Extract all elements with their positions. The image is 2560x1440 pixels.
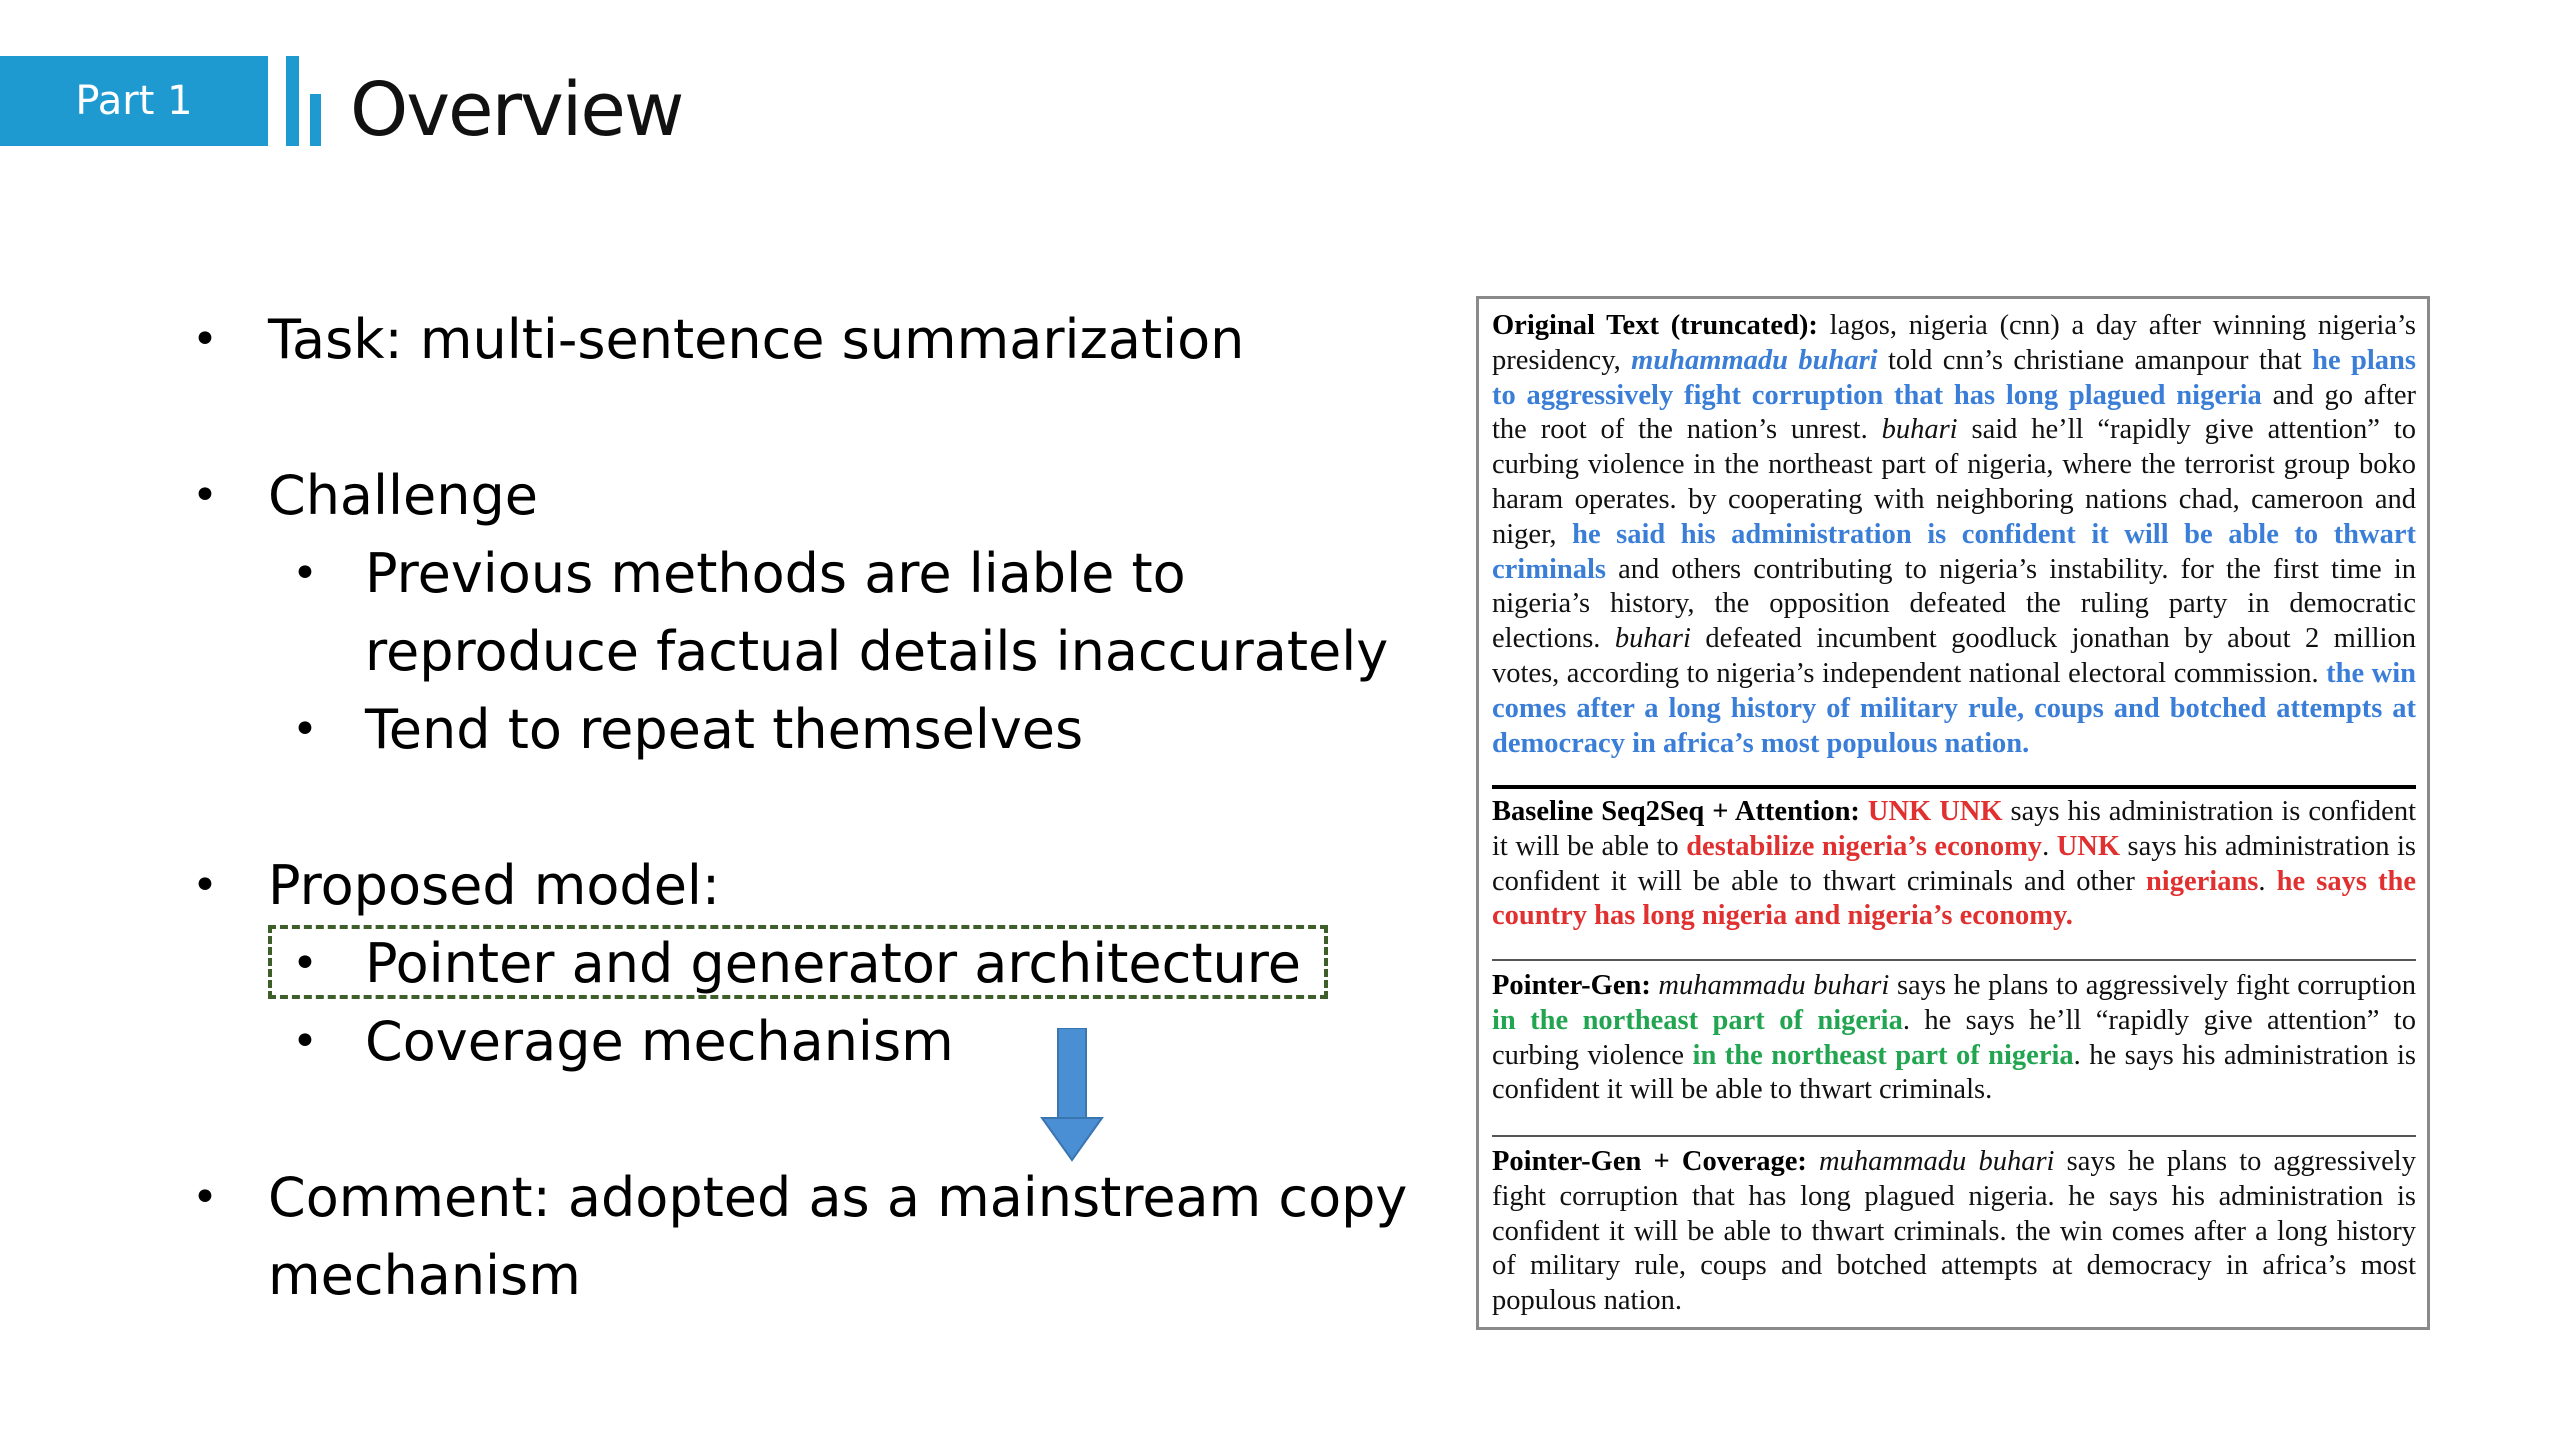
section-divider — [1492, 1135, 2416, 1137]
section-divider-thick — [1492, 785, 2416, 789]
original-text: and go after the root of the nation’s unrest. — [1492, 379, 2417, 446]
coverage-heading: Pointer-Gen + Coverage: — [1492, 1146, 1807, 1177]
baseline-text: says his administration is confident it will be able to — [1492, 796, 2416, 862]
pointergen-text: . he says his administration is confident it will be able to thwart criminals. — [1492, 1039, 2416, 1106]
part-badge-label: Part 1 — [75, 78, 193, 124]
baseline-error: UNK UNK — [1859, 796, 2003, 827]
original-text: lagos, nigeria (cnn) a day after winning nigeria’s presidency, — [1492, 310, 2416, 376]
original-text: told cnn’s christiane amanpour that — [1877, 344, 2313, 376]
original-text: and others contributing to nigeria’s instability. for the first time in nigeria’s history, the opposition defeated the ruling party in democratic elections. — [1492, 553, 2416, 655]
original-italic: buhari — [1881, 414, 1958, 446]
bullet-dot: • — [192, 470, 218, 521]
bullet-challenge: Challenge — [268, 464, 538, 527]
original-highlight: he plans to aggressively fight corruption that has long plagued nigeria — [1492, 344, 2416, 411]
part-badge — [0, 56, 268, 146]
section-divider — [1492, 959, 2416, 961]
bullet-dot: • — [192, 1172, 218, 1223]
bullet-comment-line1: Comment: adopted as a mainstream copy — [268, 1166, 1408, 1229]
pointergen-italic: muhammadu buhari — [1650, 970, 1890, 1001]
sub-bullet-dot: • — [292, 548, 318, 599]
baseline-error: destabilize nigeria’s economy — [1686, 830, 2043, 862]
original-highlight: he said his administration is confident it will be able to thwart criminals — [1492, 518, 2417, 585]
bullet-dot: • — [192, 314, 218, 365]
baseline-text: . — [2042, 830, 2057, 862]
baseline-text: says his administration is confident it will be able to thwart criminals and other — [1492, 830, 2416, 897]
bullet-dot: • — [192, 860, 218, 911]
sub-bullet-dot: • — [292, 938, 318, 989]
accent-bar-tall — [286, 56, 299, 146]
pointergen-repeat: in the northeast part of nigeria — [1692, 1039, 2074, 1071]
sub-bullet-dot: • — [292, 704, 318, 755]
page-title: Overview — [350, 67, 683, 153]
coverage-italic: muhammadu buhari — [1806, 1146, 2055, 1177]
bullet-task: Task: multi-sentence summarization — [268, 308, 1245, 371]
bullet-comment-line2: mechanism — [268, 1244, 581, 1307]
sub-bullet-dot: • — [292, 1016, 318, 1067]
baseline-error: he says the country has long nigeria and nigeria’s economy. — [1492, 865, 2417, 932]
original-heading: Original Text (truncated): — [1492, 310, 1818, 341]
baseline-text: . — [2258, 865, 2277, 897]
sub-bullet-challenge-1-line2: reproduce factual details inaccurately — [365, 620, 1389, 683]
original-highlight: muhammadu buhari — [1631, 344, 1878, 376]
coverage-text: says he plans to aggressively fight corruption that has long plagued nigeria. he says his administration is confident it will be able to thwart criminals. the win comes after a long history of military rule, coups and botched attempts at democracy in africa’s most populous nation. — [1492, 1146, 2416, 1317]
pointergen-text: . he says he’ll “rapidly give attention” to curbing violence — [1492, 1004, 2416, 1071]
pointergen-text: says he plans to aggressively fight corruption — [1889, 970, 2417, 1001]
accent-bar-short — [310, 94, 321, 146]
highlight-dashed-box — [268, 925, 1328, 999]
baseline-error: nigerians — [2145, 865, 2259, 897]
bullet-proposed: Proposed model: — [268, 854, 721, 917]
baseline-error: UNK — [2056, 830, 2121, 862]
original-text: defeated incumbent goodluck jonathan by about 2 million votes, according to nigeria’s independent national electoral commission. — [1492, 623, 2416, 689]
baseline-heading: Baseline Seq2Seq + Attention: — [1492, 796, 1860, 827]
pointergen-heading: Pointer-Gen: — [1492, 970, 1651, 1001]
figure-pointergen-output — [1492, 969, 2416, 1108]
sub-bullet-challenge-1-line1: Previous methods are liable to — [365, 542, 1186, 605]
figure-original-text — [1492, 309, 2416, 761]
original-text: said he’ll “rapidly give attention” to curbing violence in the northeast part of nigeria, where the terrorist group boko haram operates. by cooperating with neighboring nations chad, cameroon and niger, — [1492, 414, 2417, 550]
pointergen-repeat: in the northeast part of nigeria — [1492, 1004, 1903, 1036]
arrow-down-icon — [1040, 1028, 1104, 1162]
original-highlight: the win comes after a long history of military rule, coups and botched attempts at democracy in africa’s most populous nation. — [1492, 657, 2416, 759]
figure-coverage-output — [1492, 1145, 2416, 1319]
paper-figure — [1476, 296, 2430, 1330]
original-italic: buhari — [1614, 623, 1691, 655]
sub-bullet-proposed-2: Coverage mechanism — [365, 1010, 954, 1073]
figure-baseline-output — [1492, 795, 2416, 934]
title-accent-bars — [286, 56, 326, 146]
sub-bullet-challenge-2: Tend to repeat themselves — [365, 698, 1084, 761]
sub-bullet-proposed-1: Pointer and generator architecture — [365, 932, 1301, 995]
